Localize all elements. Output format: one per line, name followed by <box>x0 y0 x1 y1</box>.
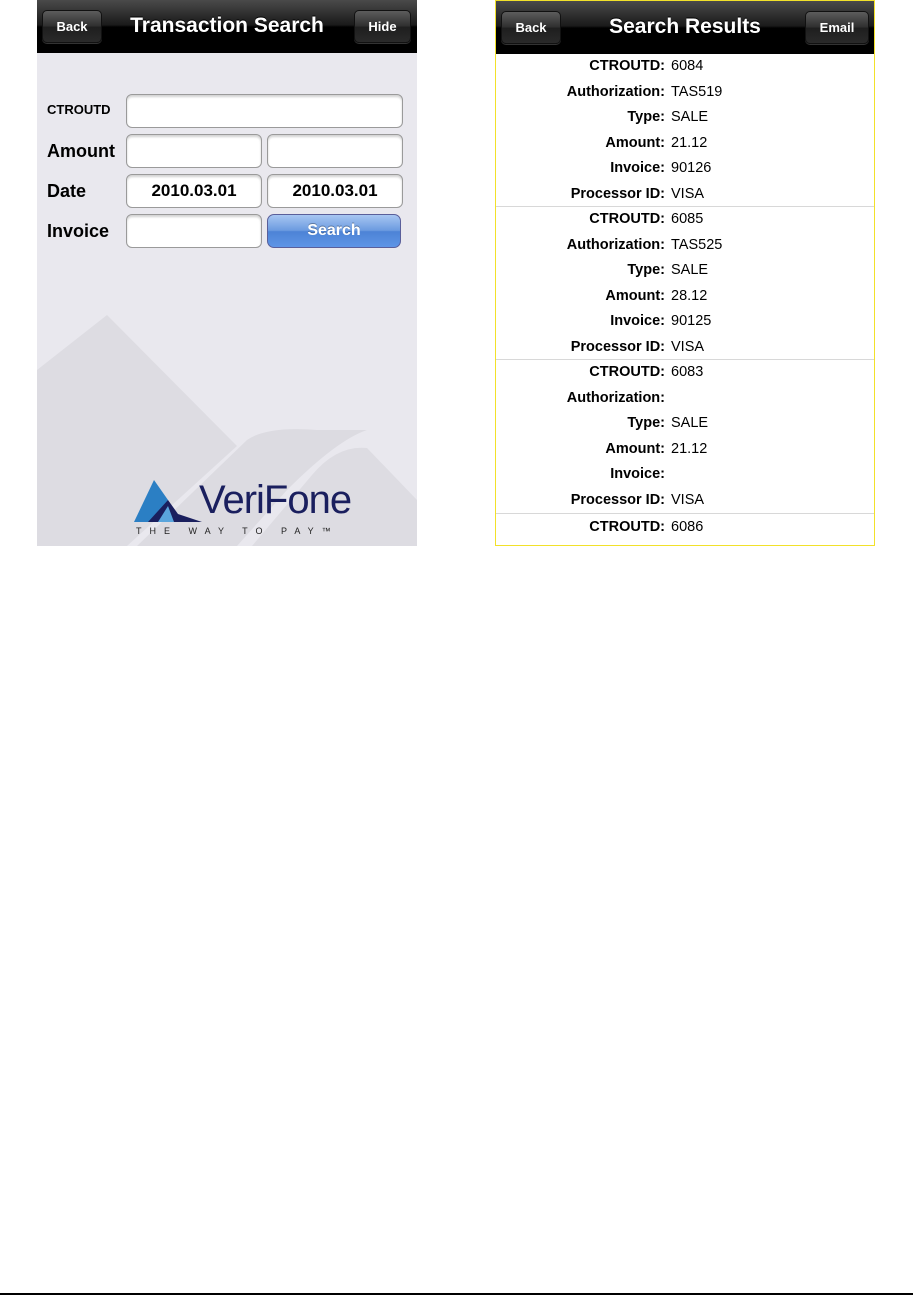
result-record[interactable] <box>496 360 874 514</box>
amount-from-input[interactable] <box>126 134 262 168</box>
type-value: SALE <box>671 109 709 125</box>
search-navbar <box>37 0 417 53</box>
ctroutd-key: CTROUTD: <box>589 58 665 74</box>
back-button[interactable]: Back <box>501 11 561 44</box>
amount-label: Amount <box>47 141 115 161</box>
amount-key: Amount: <box>605 134 665 151</box>
type-value: SALE <box>671 262 709 278</box>
invoice-label: Invoice <box>47 221 110 241</box>
processor-value: VISA <box>671 338 705 355</box>
amount-value: 21.12 <box>671 134 708 151</box>
search-title: Transaction Search <box>130 14 324 37</box>
amount-key: Amount: <box>605 287 665 304</box>
date-from-input[interactable]: 2010.03.01 <box>126 174 262 208</box>
search-button[interactable]: Search <box>267 214 401 248</box>
authorization-value: TAS519 <box>671 83 723 100</box>
date-to-input[interactable]: 2010.03.01 <box>267 174 403 208</box>
transaction-search-screen <box>37 0 417 546</box>
type-key: Type: <box>627 262 665 278</box>
authorization-key: Authorization: <box>566 389 665 406</box>
processor-value: VISA <box>671 185 705 202</box>
processor-key: Processor ID: <box>570 185 665 202</box>
processor-key: Processor ID: <box>570 491 665 508</box>
verifone-brand: VeriFone <box>199 478 352 522</box>
email-button[interactable]: Email <box>805 11 869 44</box>
ctroutd-value: 6084 <box>671 58 704 74</box>
ctroutd-input[interactable] <box>126 94 403 128</box>
invoice-value: 90125 <box>671 313 712 329</box>
ctroutd-value: 6086 <box>671 519 704 535</box>
back-button[interactable]: Back <box>42 10 102 43</box>
verifone-logo-icon <box>134 480 202 522</box>
invoice-input[interactable] <box>126 214 262 248</box>
ctroutd-value: 6085 <box>671 211 704 227</box>
search-results-screen <box>495 0 875 546</box>
result-record[interactable] <box>496 515 874 546</box>
verifone-tagline: THE WAY TO PAY™ <box>136 526 339 536</box>
ctroutd-key: CTROUTD: <box>589 364 665 380</box>
result-record[interactable] <box>496 54 874 207</box>
authorization-key: Authorization: <box>566 236 665 253</box>
results-title: Search Results <box>609 15 761 38</box>
amount-value: 28.12 <box>671 287 708 304</box>
authorization-key: Authorization: <box>566 83 665 100</box>
ctroutd-label: CTROUTD <box>47 102 111 117</box>
result-record[interactable] <box>496 207 874 360</box>
processor-value: VISA <box>671 491 705 508</box>
invoice-key: Invoice: <box>610 313 665 329</box>
invoice-key: Invoice: <box>610 160 665 176</box>
amount-to-input[interactable] <box>267 134 403 168</box>
page-divider <box>0 1293 913 1295</box>
results-navbar <box>496 1 874 54</box>
authorization-value: TAS525 <box>671 236 723 253</box>
ctroutd-value: 6083 <box>671 364 704 380</box>
ctroutd-key: CTROUTD: <box>589 519 665 535</box>
type-key: Type: <box>627 415 665 431</box>
processor-key: Processor ID: <box>570 338 665 355</box>
type-value: SALE <box>671 415 709 431</box>
invoice-value: 90126 <box>671 160 712 176</box>
invoice-key: Invoice: <box>610 466 665 482</box>
type-key: Type: <box>627 109 665 125</box>
hide-button[interactable]: Hide <box>354 10 411 43</box>
amount-value: 21.12 <box>671 440 708 457</box>
ctroutd-key: CTROUTD: <box>589 211 665 227</box>
date-label: Date <box>47 181 87 201</box>
amount-key: Amount: <box>605 440 665 457</box>
